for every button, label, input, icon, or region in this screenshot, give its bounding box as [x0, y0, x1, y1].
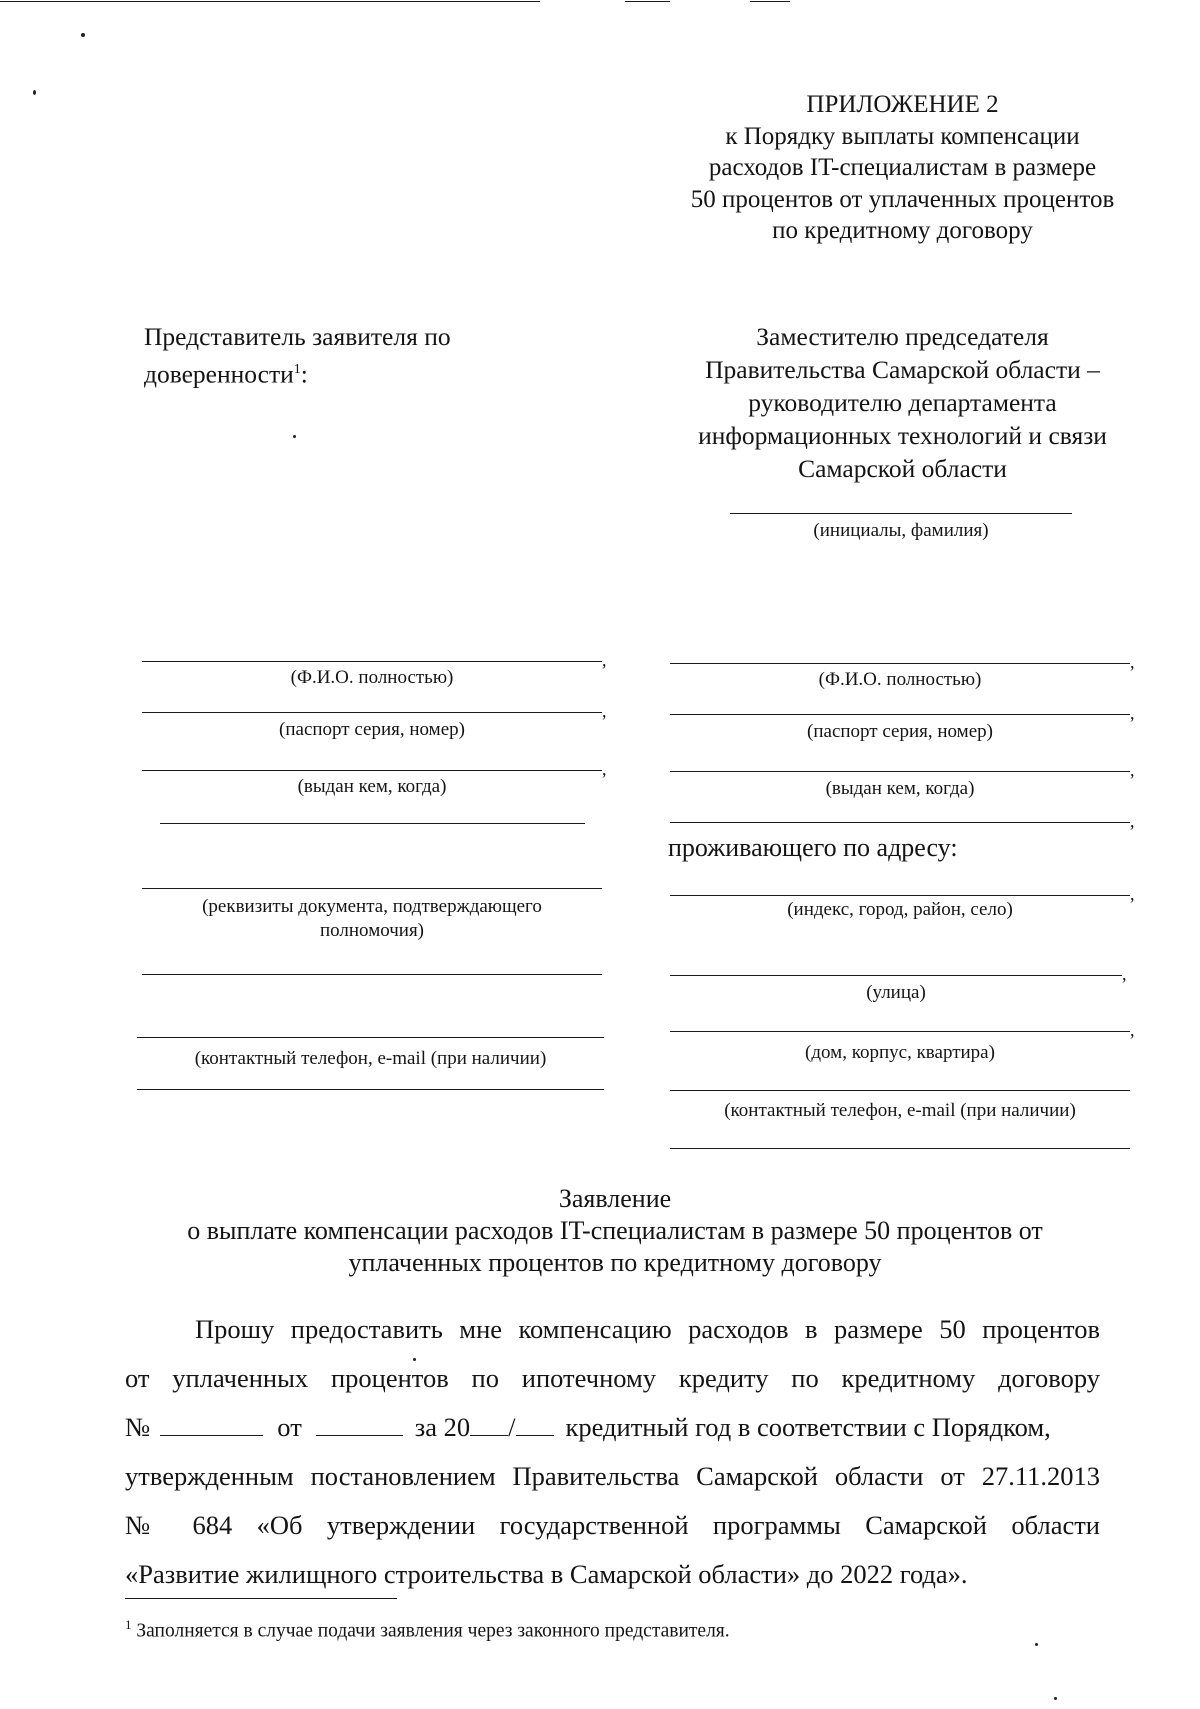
number-sign: № [125, 1412, 151, 1442]
representative-label [144, 320, 564, 391]
appendix-header [655, 89, 1150, 247]
statement-body [125, 1305, 1100, 1599]
left-contact-line-2 [137, 1089, 604, 1090]
scan-speck [293, 435, 296, 438]
contract-date-blank [316, 1411, 403, 1436]
body-line: Прошу предоставить мне компенсацию расходов в размере 50 процентов [195, 1314, 1100, 1344]
comma: , [602, 701, 607, 721]
body-line: утвержденным постановлением Правительства Самарской области от 27.11.2013 [125, 1461, 1100, 1491]
footnote [125, 1612, 1125, 1645]
representative-line: Представитель заявителя по [144, 322, 451, 351]
right-contact-line-2 [670, 1148, 1130, 1149]
comma: , [1130, 703, 1135, 723]
addressee-line: руководителю департамента [748, 388, 1057, 417]
body-line-rest: кредитный год в соответствии с Порядком, [565, 1412, 1051, 1442]
year-end-blank [516, 1411, 554, 1436]
statement-subtitle: уплаченных процентов по кредитному договору [348, 1248, 882, 1277]
left-fio-caption: (Ф.И.О. полностью) [290, 667, 454, 688]
from-label: от [277, 1412, 302, 1442]
body-line: от уплаченных процентов по ипотечному кредиту по кредитному договору [125, 1363, 1100, 1393]
scan-edge-line [0, 1, 540, 2]
right-issued-line-2 [670, 822, 1130, 823]
addressee-block [655, 320, 1150, 485]
statement-heading [120, 1183, 1110, 1279]
footnote-mark: 1 [125, 1617, 132, 1632]
comma: , [1130, 884, 1135, 904]
representative-line: доверенности$^1$: [144, 359, 308, 389]
comma: , [602, 650, 607, 670]
right-fio-line [670, 663, 1130, 664]
body-line: № 684 «Об утверждении государственной программы Самарской области [125, 1510, 1100, 1540]
right-issued-caption: (выдан кем, когда) [825, 778, 975, 799]
footnote-mark: 1 [293, 362, 301, 377]
scan-edge-line [750, 1, 790, 2]
residing-label: проживающего по адресу: [668, 833, 958, 862]
comma: , [602, 759, 607, 779]
comma: , [1130, 811, 1135, 831]
comma: , [1130, 760, 1135, 780]
right-fio-caption: (Ф.И.О. полностью) [818, 669, 982, 690]
left-contact-caption: (контактный телефон, e-mail (при наличии) [194, 1048, 547, 1069]
appendix-title: ПРИЛОЖЕНИЕ 2 [806, 91, 999, 118]
appendix-line: к Порядку выплаты компенсации [725, 122, 1080, 150]
right-issued-line [670, 771, 1130, 772]
right-street-line [670, 975, 1122, 976]
appendix-line: по кредитному договору [772, 217, 1033, 244]
year-slash: / [508, 1412, 516, 1442]
addressee-line: Заместителю председателя [756, 322, 1049, 351]
scan-speck [33, 90, 36, 95]
comma: , [1122, 964, 1127, 984]
left-passport-line [142, 712, 602, 713]
right-index-caption: (индекс, город, район, село) [787, 899, 1013, 920]
addressee-line: Правительства Самарской области – [705, 355, 1100, 384]
right-house-line [670, 1031, 1130, 1032]
right-passport-line [670, 714, 1130, 715]
left-authority-caption: (реквизиты документа, подтверждающего полномочия) [202, 896, 542, 941]
left-passport-caption: (паспорт серия, номер) [279, 719, 465, 740]
footnote-separator [125, 1598, 397, 1599]
addressee-name-line [730, 513, 1072, 514]
statement-subtitle: о выплате компенсации расходов IT-специалистам в размере 50 процентов от [187, 1216, 1043, 1245]
scan-speck [81, 33, 85, 37]
left-issued-line-2 [160, 823, 585, 824]
right-index-line [670, 895, 1130, 896]
appendix-line: 50 процентов от уплаченных процентов [690, 185, 1115, 213]
year-start-blank [470, 1411, 508, 1436]
right-contact-caption: (контактный телефон, e-mail (при наличии) [724, 1100, 1076, 1121]
left-fio-line [142, 661, 602, 662]
appendix-line: расходов IT-специалистам в размере [708, 154, 1097, 181]
body-line: «Развитие жилищного строительства в Самарской области» до 2022 года». [125, 1559, 968, 1589]
left-contact-line [137, 1037, 604, 1038]
right-passport-caption: (паспорт серия, номер) [807, 721, 993, 742]
addressee-caption: (инициалы, фамилия) [813, 520, 989, 541]
left-issued-caption: (выдан кем, когда) [297, 776, 447, 797]
left-issued-line [142, 770, 602, 771]
contract-number-blank [160, 1411, 263, 1436]
right-house-caption: (дом, корпус, квартира) [805, 1042, 995, 1063]
addressee-line: Самарской области [798, 454, 1007, 483]
body-line [125, 1403, 1100, 1452]
scan-speck [1054, 1697, 1057, 1700]
addressee-line: информационных технологий и связи [698, 421, 1107, 450]
footnote-text: Заполняется в случае подачи заявления через законного представителя. [136, 1620, 730, 1642]
right-street-caption: (улица) [866, 982, 926, 1003]
comma: , [1130, 1020, 1135, 1040]
statement-title: Заявление [558, 1184, 672, 1213]
year-prefix: за 20 [414, 1412, 471, 1442]
left-authority-line [142, 888, 602, 889]
scan-edge-line [625, 1, 670, 2]
comma: , [1130, 652, 1135, 672]
left-authority-line-2 [142, 974, 602, 975]
right-contact-line [670, 1090, 1130, 1091]
